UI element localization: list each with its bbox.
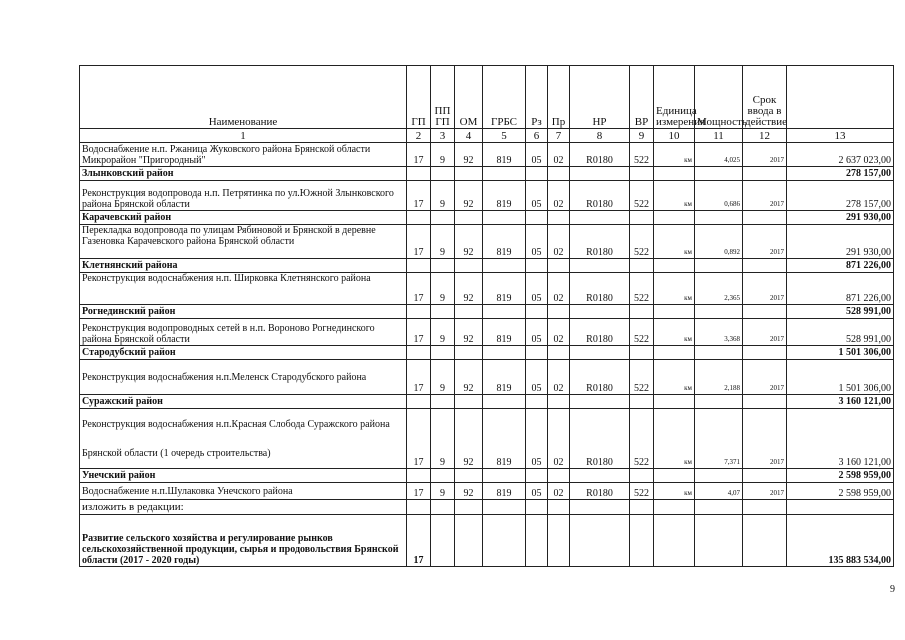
district-name: Рогнединский район <box>80 305 407 319</box>
cell-power: 2,365 <box>695 273 743 305</box>
cell-rz: 05 <box>526 483 548 500</box>
table-row <box>80 483 894 500</box>
row-name: Реконструкция водопроводных сетей в н.п. Вороново Рогнединского района Брянской области <box>80 319 407 346</box>
header-name: Наименование <box>80 66 407 129</box>
cell-amount: 2 598 959,00 <box>787 483 894 500</box>
cell-pp: 9 <box>431 225 455 259</box>
cell-vr: 522 <box>630 409 654 469</box>
cell-rz: 05 <box>526 360 548 395</box>
table-row <box>80 181 894 211</box>
cell-pp: 9 <box>431 273 455 305</box>
cell-om: 92 <box>455 483 483 500</box>
cell-nr: R0180 <box>570 273 630 305</box>
cell-gp: 17 <box>407 273 431 305</box>
cell-amount: 278 157,00 <box>787 181 894 211</box>
cell-unit: км <box>654 360 695 395</box>
cell-vr: 522 <box>630 273 654 305</box>
cell-grbs: 819 <box>483 143 526 167</box>
cell-nr: R0180 <box>570 181 630 211</box>
district-amount: 278 157,00 <box>787 167 894 181</box>
cell-gp: 17 <box>407 483 431 500</box>
district-amount: 528 991,00 <box>787 305 894 319</box>
header-amount <box>787 66 894 129</box>
cell-amount: 291 930,00 <box>787 225 894 259</box>
cell-om: 92 <box>455 273 483 305</box>
district-row <box>80 259 894 273</box>
header-pr: Пр <box>548 66 570 129</box>
column-number: 13 <box>787 129 894 143</box>
cell-gp: 17 <box>407 409 431 469</box>
cell-pp: 9 <box>431 143 455 167</box>
header-nr: НР <box>570 66 630 129</box>
district-name: Унечский район <box>80 469 407 483</box>
cell-year: 2017 <box>743 409 787 469</box>
cell-vr: 522 <box>630 360 654 395</box>
cell-gp: 17 <box>407 360 431 395</box>
cell-rz: 05 <box>526 273 548 305</box>
cell-vr: 522 <box>630 319 654 346</box>
district-name: Злынковский район <box>80 167 407 181</box>
edit-note: изложить в редакции: <box>80 500 407 515</box>
cell-rz: 05 <box>526 143 548 167</box>
cell-unit: км <box>654 483 695 500</box>
cell-power: 7,371 <box>695 409 743 469</box>
cell-gp: 17 <box>407 181 431 211</box>
cell-unit: км <box>654 319 695 346</box>
budget-table <box>79 65 894 567</box>
district-amount: 291 930,00 <box>787 211 894 225</box>
cell-power: 4,07 <box>695 483 743 500</box>
cell-gp: 17 <box>407 225 431 259</box>
header-power: Мощность <box>695 66 743 129</box>
header-rz: Рз <box>526 66 548 129</box>
cell-year: 2017 <box>743 225 787 259</box>
column-number: 10 <box>654 129 695 143</box>
cell-grbs: 819 <box>483 225 526 259</box>
column-number: 12 <box>743 129 787 143</box>
cell-power: 4,025 <box>695 143 743 167</box>
cell-vr: 522 <box>630 225 654 259</box>
cell-gp: 17 <box>407 319 431 346</box>
column-number: 2 <box>407 129 431 143</box>
cell-pp: 9 <box>431 319 455 346</box>
header-grbs: ГРБС <box>483 66 526 129</box>
column-number: 8 <box>570 129 630 143</box>
cell-pp: 9 <box>431 360 455 395</box>
row-name: Реконструкция водоснабжения н.п.Меленск Стародубского района <box>80 360 407 395</box>
cell-unit: км <box>654 143 695 167</box>
cell-pr: 02 <box>548 483 570 500</box>
cell-pr: 02 <box>548 273 570 305</box>
cell-pr: 02 <box>548 409 570 469</box>
district-row <box>80 346 894 360</box>
district-row <box>80 211 894 225</box>
column-number: 5 <box>483 129 526 143</box>
district-row <box>80 469 894 483</box>
cell-om: 92 <box>455 409 483 469</box>
cell-power: 0,686 <box>695 181 743 211</box>
district-name: Суражский район <box>80 395 407 409</box>
cell-unit: км <box>654 225 695 259</box>
cell-amount: 3 160 121,00 <box>787 409 894 469</box>
district-amount: 2 598 959,00 <box>787 469 894 483</box>
cell-vr: 522 <box>630 483 654 500</box>
cell-rz: 05 <box>526 319 548 346</box>
cell-pr: 02 <box>548 360 570 395</box>
cell-pr: 02 <box>548 225 570 259</box>
cell-om: 92 <box>455 181 483 211</box>
cell-pp: 9 <box>431 181 455 211</box>
header-gp: ГП <box>407 66 431 129</box>
program-amount: 135 883 534,00 <box>787 515 894 567</box>
cell-year: 2017 <box>743 483 787 500</box>
column-number: 3 <box>431 129 455 143</box>
cell-pr: 02 <box>548 143 570 167</box>
cell-rz: 05 <box>526 225 548 259</box>
header-pp-gp: ПП ГП <box>431 66 455 129</box>
column-number: 7 <box>548 129 570 143</box>
row-name: Перекладка водопровода по улицам Рябиновой и Брянской в деревне Газеновка Карачевского района Брянской области <box>80 225 407 259</box>
cell-vr: 522 <box>630 143 654 167</box>
cell-om: 92 <box>455 319 483 346</box>
header-unit: Единица измерения <box>654 66 695 129</box>
district-row <box>80 167 894 181</box>
district-name: Клетнянский района <box>80 259 407 273</box>
table-row <box>80 409 894 469</box>
cell-om: 92 <box>455 143 483 167</box>
cell-pr: 02 <box>548 181 570 211</box>
table-row <box>80 143 894 167</box>
program-row <box>80 515 894 567</box>
cell-gp: 17 <box>407 143 431 167</box>
district-name: Карачевский район <box>80 211 407 225</box>
row-name: Водоснабжение н.п.Шулаковка Унечского района <box>80 483 407 500</box>
column-number: 1 <box>80 129 407 143</box>
district-row <box>80 395 894 409</box>
cell-gp: 17 <box>407 515 431 567</box>
district-row <box>80 305 894 319</box>
column-number: 11 <box>695 129 743 143</box>
edit-note-row <box>80 500 894 515</box>
column-numbers-row <box>80 129 894 143</box>
table-row <box>80 360 894 395</box>
cell-year: 2017 <box>743 319 787 346</box>
cell-pr: 02 <box>548 319 570 346</box>
cell-om: 92 <box>455 225 483 259</box>
page-number: 9 <box>890 584 895 595</box>
header-year: Срок ввода в действие <box>743 66 787 129</box>
column-number: 4 <box>455 129 483 143</box>
cell-unit: км <box>654 273 695 305</box>
cell-grbs: 819 <box>483 483 526 500</box>
cell-unit: км <box>654 181 695 211</box>
cell-pp: 9 <box>431 483 455 500</box>
header-vr: ВР <box>630 66 654 129</box>
row-name: Реконструкция водопровода н.п. Петрятинка по ул.Южной Злынковского района Брянской области <box>80 181 407 211</box>
cell-amount: 2 637 023,00 <box>787 143 894 167</box>
cell-rz: 05 <box>526 181 548 211</box>
cell-vr: 522 <box>630 181 654 211</box>
row-name <box>80 409 407 469</box>
cell-nr: R0180 <box>570 409 630 469</box>
column-number: 9 <box>630 129 654 143</box>
district-amount: 3 160 121,00 <box>787 395 894 409</box>
cell-rz: 05 <box>526 409 548 469</box>
cell-amount: 528 991,00 <box>787 319 894 346</box>
header-row <box>80 66 894 129</box>
cell-year: 2017 <box>743 143 787 167</box>
cell-amount: 871 226,00 <box>787 273 894 305</box>
cell-nr: R0180 <box>570 483 630 500</box>
cell-power: 0,892 <box>695 225 743 259</box>
district-name: Стародубский район <box>80 346 407 360</box>
cell-power: 3,368 <box>695 319 743 346</box>
cell-amount: 1 501 306,00 <box>787 360 894 395</box>
cell-year: 2017 <box>743 273 787 305</box>
cell-nr: R0180 <box>570 143 630 167</box>
table-row <box>80 273 894 305</box>
cell-nr: R0180 <box>570 225 630 259</box>
cell-power: 2,188 <box>695 360 743 395</box>
cell-year: 2017 <box>743 181 787 211</box>
cell-year: 2017 <box>743 360 787 395</box>
cell-grbs: 819 <box>483 319 526 346</box>
row-name-text: Реконструкция водоснабжения н.п.Красная Слобода Суражского района Брянской области (1 очередь строительства) <box>82 419 390 459</box>
header-om: ОМ <box>455 66 483 129</box>
table-row <box>80 319 894 346</box>
cell-pp: 9 <box>431 409 455 469</box>
district-amount: 871 226,00 <box>787 259 894 273</box>
cell-nr: R0180 <box>570 319 630 346</box>
cell-grbs: 819 <box>483 360 526 395</box>
program-name: Развитие сельского хозяйства и регулирование рынков сельскохозяйственной продукции, сырья и продовольствия Брянской области (2017 - 2020 годы) <box>80 515 407 567</box>
row-name: Реконструкция водоснабжения н.п. Ширковка Клетнянского района <box>80 273 407 305</box>
cell-grbs: 819 <box>483 273 526 305</box>
cell-om: 92 <box>455 360 483 395</box>
cell-unit: км <box>654 409 695 469</box>
column-number: 6 <box>526 129 548 143</box>
row-name: Водоснабжение н.п. Ржаница Жуковского района Брянской области Микрорайон "Пригородный" <box>80 143 407 167</box>
cell-grbs: 819 <box>483 181 526 211</box>
cell-nr: R0180 <box>570 360 630 395</box>
cell-grbs: 819 <box>483 409 526 469</box>
district-amount: 1 501 306,00 <box>787 346 894 360</box>
table-row <box>80 225 894 259</box>
